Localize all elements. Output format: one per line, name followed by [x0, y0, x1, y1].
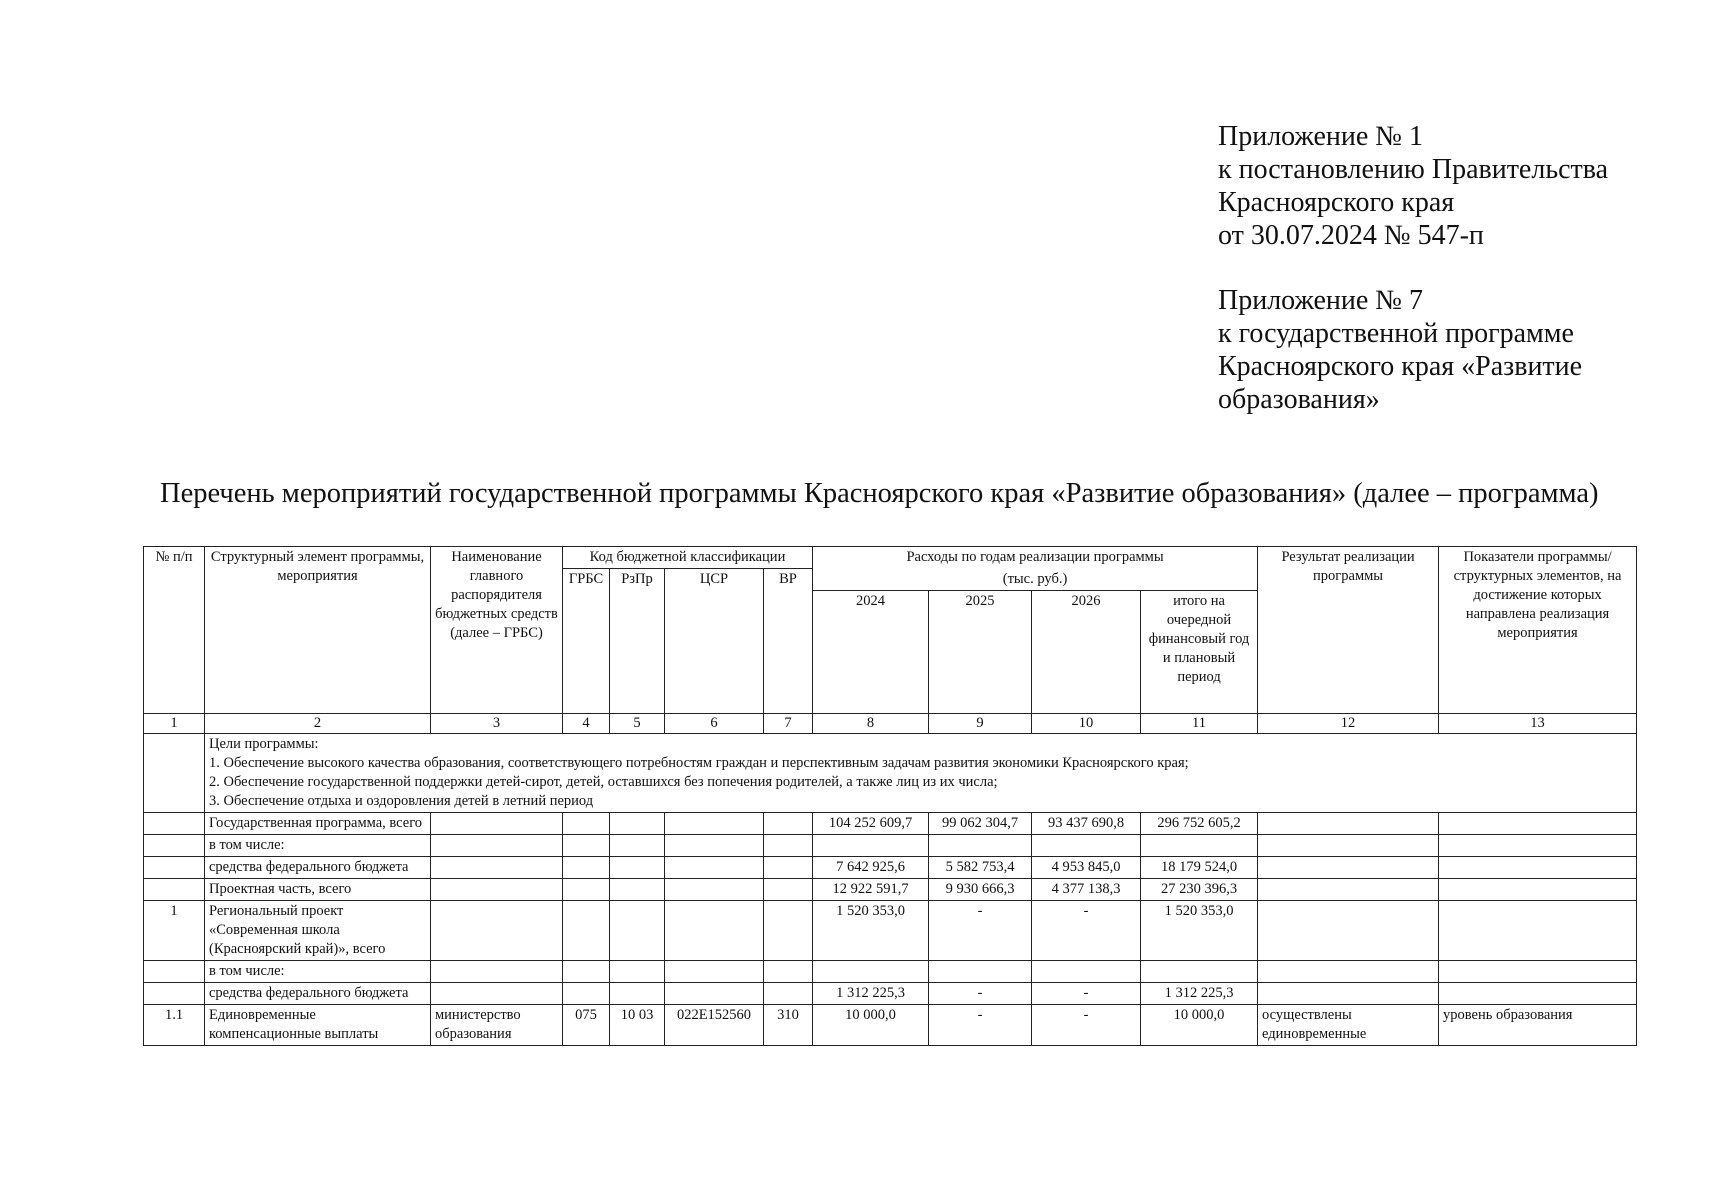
header-num: № п/п	[144, 547, 205, 714]
row-rzpr	[610, 900, 665, 960]
row-indicators	[1439, 960, 1637, 982]
row-2025: 9 930 666,3	[929, 878, 1032, 900]
column-number: 9	[929, 713, 1032, 733]
row-num: 1.1	[144, 1004, 205, 1045]
appendix-1-line: от 30.07.2024 № 547-п	[1218, 220, 1484, 251]
row-num	[144, 856, 205, 878]
row-vr	[764, 900, 813, 960]
row-total: 1 520 353,0	[1141, 900, 1258, 960]
row-result	[1258, 900, 1439, 960]
row-2024: 1 520 353,0	[813, 900, 929, 960]
row-num	[144, 812, 205, 834]
row-2026: 4 953 845,0	[1032, 856, 1141, 878]
table-row	[144, 1004, 1637, 1045]
row-grbs	[563, 982, 610, 1004]
activities-table	[143, 546, 1637, 1046]
row-total	[1141, 834, 1258, 856]
row-vr	[764, 982, 813, 1004]
table-row	[144, 982, 1637, 1004]
row-vr	[764, 856, 813, 878]
row-result	[1258, 856, 1439, 878]
row-name: в том числе:	[205, 960, 431, 982]
header-vr: ВР	[764, 569, 813, 714]
row-2026: -	[1032, 982, 1141, 1004]
row-grbs	[563, 834, 610, 856]
column-number: 2	[205, 713, 431, 733]
table-row	[144, 878, 1637, 900]
row-2026: -	[1032, 1004, 1141, 1045]
goal-line: 2. Обеспечение государственной поддержки детей-сирот, детей, оставшихся без попечения родителей, а также лиц из их числа;	[209, 773, 998, 790]
row-2026: -	[1032, 900, 1141, 960]
table-row	[144, 834, 1637, 856]
column-number: 7	[764, 713, 813, 733]
column-number-row	[144, 713, 1637, 733]
row-total: 18 179 524,0	[1141, 856, 1258, 878]
row-2025: -	[929, 982, 1032, 1004]
table-header	[144, 547, 1637, 734]
row-rzpr	[610, 856, 665, 878]
header-result: Результат реализации программы	[1258, 547, 1439, 714]
row-indicators	[1439, 878, 1637, 900]
row-name: Государственная программа, всего	[205, 812, 431, 834]
appendix-7-block	[1218, 284, 1582, 416]
row-num	[144, 960, 205, 982]
row-2025: 99 062 304,7	[929, 812, 1032, 834]
column-number: 8	[813, 713, 929, 733]
column-number: 5	[610, 713, 665, 733]
appendix-1-block	[1218, 120, 1608, 252]
row-num	[144, 878, 205, 900]
column-number: 4	[563, 713, 610, 733]
row-total	[1141, 960, 1258, 982]
row-result	[1258, 982, 1439, 1004]
row-2024: 10 000,0	[813, 1004, 929, 1045]
appendix-7-line: образования»	[1218, 384, 1380, 415]
program-goals	[205, 733, 1637, 812]
row-grbs-name	[431, 982, 563, 1004]
header-year-2026: 2026	[1032, 590, 1141, 713]
row-csr: 022Е152560	[665, 1004, 764, 1045]
column-number: 3	[431, 713, 563, 733]
appendix-1-line: Приложение № 1	[1218, 121, 1423, 152]
row-grbs-name: министерство образования	[431, 1004, 563, 1045]
header-indicators: Показатели программы/ структурных элементов, на достижение которых направлена реализация мероприятия	[1439, 547, 1637, 714]
row-rzpr	[610, 812, 665, 834]
row-grbs-name	[431, 856, 563, 878]
row-csr	[665, 878, 764, 900]
row-csr	[665, 900, 764, 960]
row-result	[1258, 960, 1439, 982]
row-grbs: 075	[563, 1004, 610, 1045]
column-number: 13	[1439, 713, 1637, 733]
row-total: 1 312 225,3	[1141, 982, 1258, 1004]
row-total: 27 230 396,3	[1141, 878, 1258, 900]
goal-line: 3. Обеспечение отдыха и оздоровления детей в летний период	[209, 792, 594, 809]
row-grbs	[563, 812, 610, 834]
row-2024	[813, 960, 929, 982]
goals-row	[144, 733, 1637, 812]
row-2024: 7 642 925,6	[813, 856, 929, 878]
row-rzpr	[610, 982, 665, 1004]
row-2024: 12 922 591,7	[813, 878, 929, 900]
table-row	[144, 900, 1637, 960]
header-year-2024: 2024	[813, 590, 929, 713]
row-name: Проектная часть, всего	[205, 878, 431, 900]
document-title: Перечень мероприятий государственной программы Красноярского края «Развитие образования» (далее – программа)	[160, 478, 1599, 509]
row-result	[1258, 834, 1439, 856]
row-result	[1258, 812, 1439, 834]
row-csr	[665, 960, 764, 982]
row-indicators: уровень образования	[1439, 1004, 1637, 1045]
row-num	[144, 834, 205, 856]
row-rzpr	[610, 960, 665, 982]
table-row	[144, 960, 1637, 982]
row-result: осуществлены единовременные	[1258, 1004, 1439, 1045]
goal-line: Цели программы:	[209, 735, 319, 752]
row-indicators	[1439, 982, 1637, 1004]
appendix-1-line: к постановлению Правительства	[1218, 154, 1609, 185]
row-vr	[764, 812, 813, 834]
row-indicators	[1439, 856, 1637, 878]
row-2025	[929, 834, 1032, 856]
row-total: 10 000,0	[1141, 1004, 1258, 1045]
row-grbs	[563, 900, 610, 960]
header-grbs-name: Наименование главного распорядителя бюджетных средств (далее – ГРБС)	[431, 547, 563, 714]
header-total: итого на очередной финансовый год и плановый период	[1141, 590, 1258, 713]
header-csr: ЦСР	[665, 569, 764, 714]
row-name: Единовременные компенсационные выплаты	[205, 1004, 431, 1045]
row-grbs-name	[431, 878, 563, 900]
row-indicators	[1439, 900, 1637, 960]
header-grbs: ГРБС	[563, 569, 610, 714]
row-vr	[764, 878, 813, 900]
appendix-7-line: Приложение № 7	[1218, 285, 1423, 316]
row-csr	[665, 812, 764, 834]
goal-line: 1. Обеспечение высокого качества образования, соответствующего потребностям граждан и перспективным задачам развития экономики Красноярского края;	[209, 754, 1189, 771]
column-number: 12	[1258, 713, 1439, 733]
row-vr: 310	[764, 1004, 813, 1045]
row-2026: 4 377 138,3	[1032, 878, 1141, 900]
row-rzpr	[610, 878, 665, 900]
row-2025: -	[929, 1004, 1032, 1045]
row-name: в том числе:	[205, 834, 431, 856]
row-2025: -	[929, 900, 1032, 960]
row-num	[144, 982, 205, 1004]
row-grbs-name	[431, 812, 563, 834]
row-grbs	[563, 856, 610, 878]
row-2025: 5 582 753,4	[929, 856, 1032, 878]
row-rzpr: 10 03	[610, 1004, 665, 1045]
row-rzpr	[610, 834, 665, 856]
row-grbs-name	[431, 834, 563, 856]
column-number: 6	[665, 713, 764, 733]
row-grbs-name	[431, 960, 563, 982]
row-2024	[813, 834, 929, 856]
row-csr	[665, 856, 764, 878]
row-num: 1	[144, 900, 205, 960]
row-vr	[764, 834, 813, 856]
appendix-7-line: к государственной программе	[1218, 318, 1574, 349]
appendix-1-line: Красноярского края	[1218, 187, 1455, 218]
row-grbs	[563, 878, 610, 900]
row-name: средства федерального бюджета	[205, 856, 431, 878]
row-2025	[929, 960, 1032, 982]
row-csr	[665, 982, 764, 1004]
row-grbs	[563, 960, 610, 982]
row-grbs-name	[431, 900, 563, 960]
header-kbk: Код бюджетной классификации	[563, 547, 813, 569]
row-name: средства федерального бюджета	[205, 982, 431, 1004]
column-number: 10	[1032, 713, 1141, 733]
header-year-2025: 2025	[929, 590, 1032, 713]
row-total: 296 752 605,2	[1141, 812, 1258, 834]
row-result	[1258, 878, 1439, 900]
header-element: Структурный элемент программы, мероприятия	[205, 547, 431, 714]
row-vr	[764, 960, 813, 982]
row-indicators	[1439, 812, 1637, 834]
appendix-7-line: Красноярского края «Развитие	[1218, 351, 1583, 382]
row-name: Региональный проект «Современная школа (Красноярский край)», всего	[205, 900, 431, 960]
row-2026	[1032, 960, 1141, 982]
row-csr	[665, 834, 764, 856]
row-2024: 1 312 225,3	[813, 982, 929, 1004]
column-number: 1	[144, 713, 205, 733]
row-2024: 104 252 609,7	[813, 812, 929, 834]
header-expenses: Расходы по годам реализации программы	[813, 547, 1258, 569]
row-2026	[1032, 834, 1141, 856]
column-number: 11	[1141, 713, 1258, 733]
header-units: (тыс. руб.)	[813, 569, 1258, 591]
row-indicators	[1439, 834, 1637, 856]
row-2026: 93 437 690,8	[1032, 812, 1141, 834]
header-rzpr: РзПр	[610, 569, 665, 714]
table-row	[144, 812, 1637, 834]
table-row	[144, 856, 1637, 878]
